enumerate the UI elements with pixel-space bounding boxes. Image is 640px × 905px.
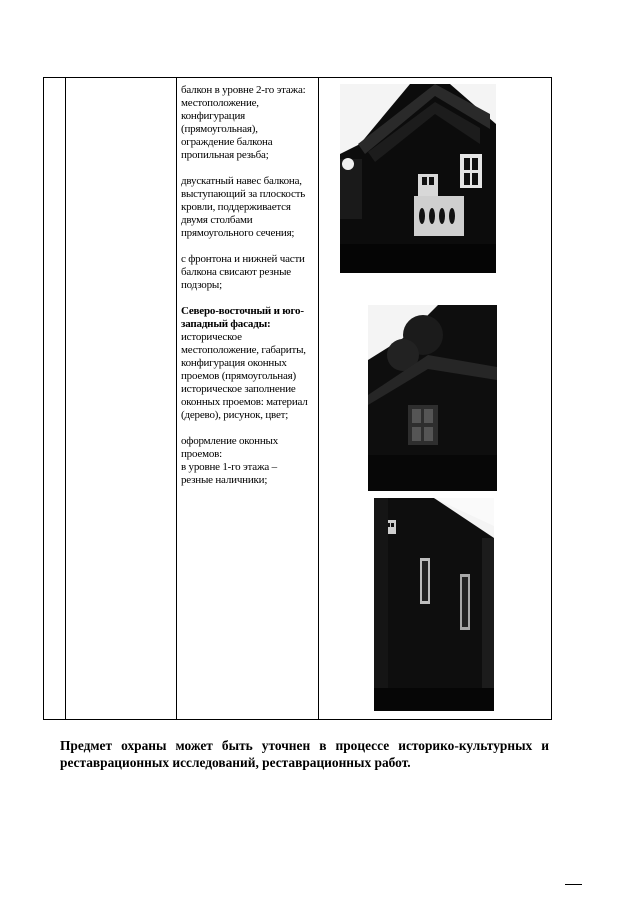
column-divider-2 — [176, 78, 177, 719]
column-divider-1 — [65, 78, 66, 719]
description-paragraph: оформление оконных проемов: в уровне 1-го этажа – резные наличники; — [181, 435, 279, 486]
facade-windows-photo-icon — [374, 498, 494, 711]
description-paragraph: историческое местоположение, габариты, конфигурация оконных проемов (прямоугольная) историческое заполнение оконных проемов: материал (дерево), рисунок, цвет; — [181, 331, 308, 421]
facade-trees-photo-icon — [368, 305, 497, 491]
house-balcony-photo-icon — [340, 84, 496, 273]
page-footer-mark — [565, 884, 582, 885]
protection-description-column — [181, 84, 314, 500]
closing-note: Предмет охраны может быть уточнен в процессе историко-культурных и реставрационных исследований, реставрационных работ. — [60, 738, 549, 770]
description-paragraph: балкон в уровне 2-го этажа: местоположение, конфигурация (прямоугольная), ограждение балкона пропильная резьба; — [181, 84, 306, 161]
description-paragraph: с фронтона и нижней части балкона свисают резные подзоры; — [181, 253, 305, 291]
facade-heading: Северо-восточный и юго- западный фасады: — [181, 305, 304, 330]
column-divider-3 — [318, 78, 319, 719]
description-paragraph: двускатный навес балкона, выступающий за плоскость кровли, поддерживается двумя столбами прямоугольного сечения; — [181, 175, 306, 239]
